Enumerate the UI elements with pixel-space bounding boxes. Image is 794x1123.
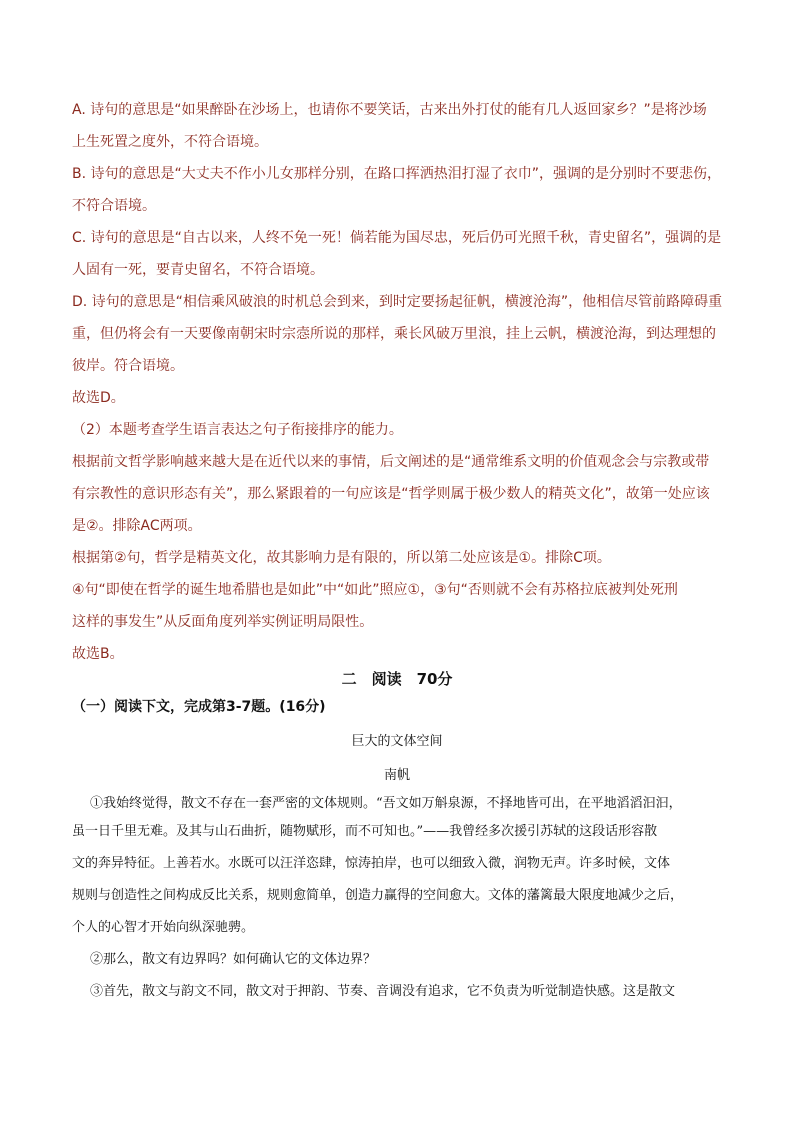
article-title: 巨大的文体空间 xyxy=(351,734,443,749)
choose-d: 故选D。 xyxy=(72,390,125,406)
paragraph-1-line-4: 规则与创造性之间构成反比关系，规则愈简单，创造力赢得的空间愈大。文体的藩篱最大限度地减少之后， xyxy=(72,888,684,903)
answer-c-line-1: C. 诗句的意思是“自古以来，人终不免一死！倘若能为国尽忠，死后仍可光照千秋，青史留名”，强调的是 xyxy=(72,230,722,246)
paragraph-2: ②那么，散文有边界吗？如何确认它的文体边界？ xyxy=(90,952,377,967)
answer-b-line-2: 不符合语境。 xyxy=(72,198,156,214)
analysis-line-3: 是②。排除AC两项。 xyxy=(72,518,202,534)
answer-a-line-2: 上生死置之度外，不符合语境。 xyxy=(72,134,268,150)
question-2-intro: （2）本题考查学生语言表达之句子衔接排序的能力。 xyxy=(72,422,403,438)
answer-a-line-1: A. 诗句的意思是“如果醉卧在沙场上，也请你不要笑话，古来出外打仗的能有几人返回家乡？”是将沙场 xyxy=(72,102,707,118)
answer-b-line-1: B. 诗句的意思是“大丈夫不作小儿女那样分别，在路口挥洒热泪打湿了衣巾”，强调的是分别时不要悲伤， xyxy=(72,166,722,182)
paragraph-1-line-1: ①我始终觉得，散文不存在一套严密的文体规则。“吾文如万斛泉源，不择地皆可出，在平地滔滔汩汩， xyxy=(90,796,682,811)
choose-b: 故选B。 xyxy=(72,646,124,662)
article-author: 南帆 xyxy=(383,768,410,783)
analysis-line-6: 这样的事发生”从反面角度列举实例证明局限性。 xyxy=(72,614,374,630)
answer-d-line-2: 重，但仍将会有一天要像南朝宋时宗悫所说的那样，乘长风破万里浪，挂上云帆，横渡沧海，到达理想的 xyxy=(72,326,716,342)
section-subheading: （一）阅读下文，完成第3-7题。(16分) xyxy=(72,699,326,715)
analysis-line-4: 根据第②句，哲学是精英文化，故其影响力是有限的，所以第二处应该是①。排除C项。 xyxy=(72,550,611,566)
analysis-line-5: ④句“即使在哲学的诞生地希腊也是如此”中“如此”照应①，③句“否则就不会有苏格拉底被判处死刑 xyxy=(72,582,678,598)
section-heading: 二 阅读 70分 xyxy=(341,670,453,688)
paragraph-3-line-1: ③首先，散文与韵文不同，散文对于押韵、节奏、音调没有追求，它不负责为听觉制造快感。这是散文 xyxy=(90,984,676,999)
answer-d-line-1: D. 诗句的意思是“相信乘风破浪的时机总会到来，到时定要扬起征帆，横渡沧海”，他相信尽管前路障碍重 xyxy=(72,294,723,310)
answer-d-line-3: 彼岸。符合语境。 xyxy=(72,358,184,374)
analysis-line-1: 根据前文哲学影响越来越大是在近代以来的事情，后文阐述的是“通常维系文明的价值观念会与宗教或带 xyxy=(72,454,710,470)
paragraph-1-line-3: 文的奔异特征。上善若水。水既可以汪洋恣肆，惊涛拍岸，也可以细致入微，润物无声。许多时候，文体 xyxy=(72,856,671,871)
analysis-line-2: 有宗教性的意识形态有关”，那么紧跟着的一句应该是“哲学则属于极少数人的精英文化”，故第一处应该 xyxy=(72,486,710,502)
paragraph-1-line-2: 虽一日千里无难。及其与山石曲折，随物赋形，而不可知也。”——我曾经多次援引苏轼的这段话形容散 xyxy=(72,824,658,839)
answer-c-line-2: 人固有一死，要青史留名，不符合语境。 xyxy=(72,262,324,278)
paragraph-1-line-5: 个人的心智才开始向纵深驰骋。 xyxy=(72,920,255,935)
